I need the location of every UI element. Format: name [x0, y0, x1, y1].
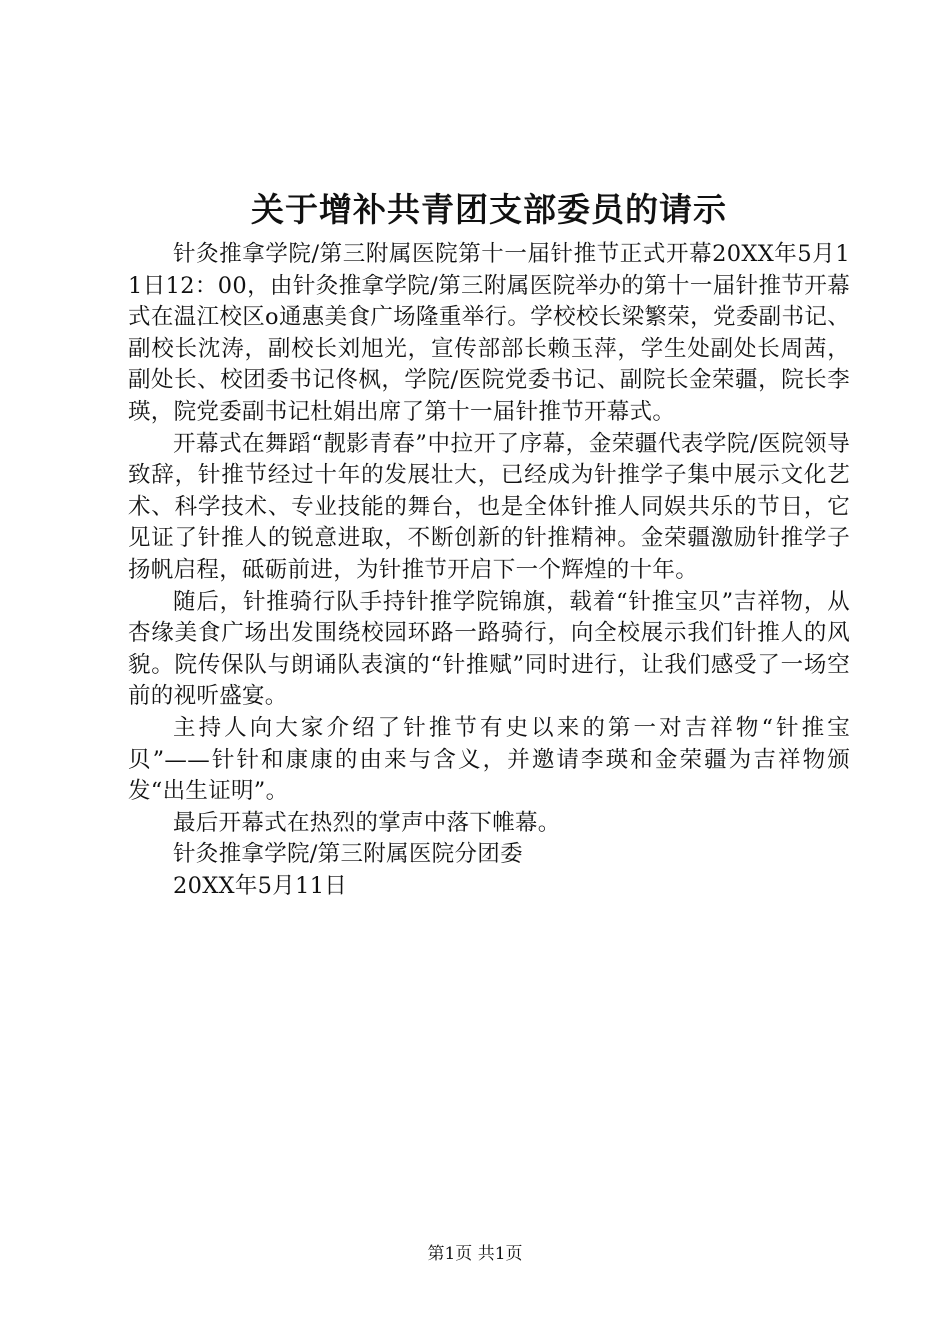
paragraph-4: 主持人向大家介绍了针推节有史以来的第一对吉祥物“针推宝贝”——针针和康康的由来与含义，并邀请李瑛和金荣疆为吉祥物颁发“出生证明”。: [128, 714, 850, 805]
paragraph-1: 针灸推拿学院/第三附属医院第十一届针推节正式开幕20XX年5月11日12：00，由针灸推拿学院/第三附属医院举办的第十一届针推节开幕式在温江校区o通惠美食广场隆重举行。学校校长梁繁荣，党委副书记、副校长沈涛，副校长刘旭光，宣传部部长赖玉萍，学生处副处长周茜，副处长、校团委书记佟枫，学院/医院党委书记、副院长金荣疆，院长李瑛，院党委副书记杜娟出席了第十一届针推节开幕式。: [128, 241, 850, 425]
page-footer: 第1页 共1页: [427, 1244, 523, 1264]
document-title: 关于增补共青团支部委员的请示: [251, 190, 727, 229]
closing-line: 最后开幕式在热烈的掌声中落下帷幕。: [173, 809, 561, 836]
document-date: 20XX年5月11日: [173, 872, 348, 899]
signature: 针灸推拿学院/第三附属医院分团委: [173, 841, 523, 868]
paragraph-2: 开幕式在舞蹈“靓影青春”中拉开了序幕，金荣疆代表学院/医院领导致辞，针推节经过十年的发展壮大，已经成为针推学子集中展示文化艺术、科学技术、专业技能的舞台，也是全体针推人同娱共乐的节日，它见证了针推人的锐意进取，不断创新的针推精神。金荣疆激励针推学子扬帆启程，砥砺前进，为针推节开启下一个辉煌的十年。: [128, 430, 850, 583]
paragraph-3: 随后，针推骑行队手持针推学院锦旗，载着“针推宝贝”吉祥物，从杏缘美食广场出发围绕校园环路一路骑行，向全校展示我们针推人的风貌。院传保队与朗诵队表演的“针推赋”同时进行，让我们感受了一场空前的视听盛宴。: [128, 588, 850, 710]
document-page: [128, 185, 850, 902]
